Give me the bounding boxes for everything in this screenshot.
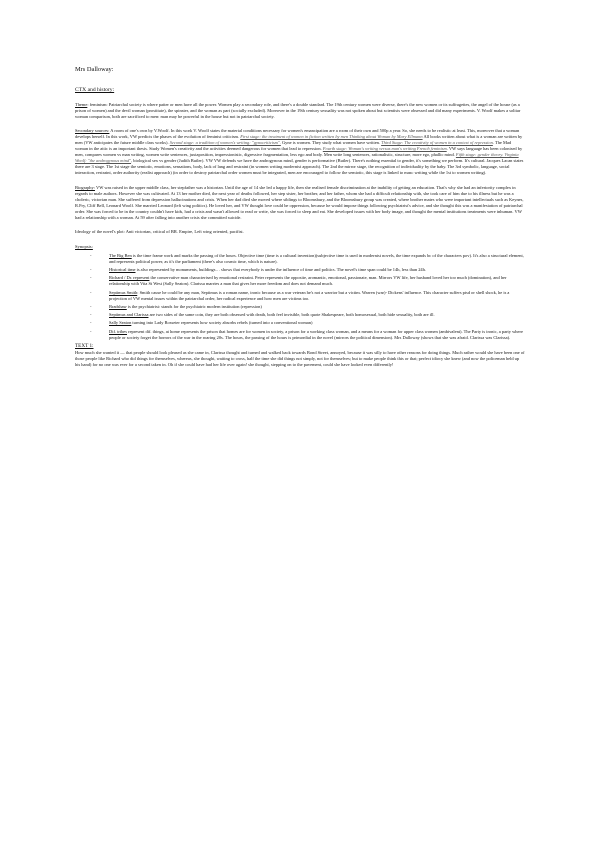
third-stage-link[interactable]: Third Stage: The creativity of women in a context of repression (381, 140, 493, 146)
secondary-text-4: . The Mad woman in the attic is an important thesis. Study Women's creativity and the activities deemed dangerous for women that lead to repression. (75, 140, 512, 152)
text1-heading: TEXT 1: (75, 342, 94, 349)
list-item-label: Septimus and Clarissa (109, 312, 149, 318)
biography-label: Biography: (75, 184, 95, 190)
list-item-text: is also represented by monuments, buildings… shows that everybody is under the influence of time and politics. The novel's time span could be 14h, less than 24h. (135, 267, 426, 273)
list-item-label: Historical time (109, 267, 136, 273)
first-stage-link[interactable]: First stage: the treatment of women in fiction written by men Thinking about Woman by Mary Ellmann (240, 134, 423, 140)
list-item-text: is the psychiatrist: stands for the psychiatric modern institution (repression) (126, 303, 262, 309)
list-item: - The Big Ben is the time frame work and marks the passing of the hours. Objective time (time is a cultural invention)(subjective time is used in modernist novels, the time expands bc of the characters pov). It's also a structural element, and represents political power, as it's the parliament (there's also cosmic time, which is nature). (90, 252, 524, 264)
theme-paragraph (75, 102, 525, 120)
list-item-label: Sally Seaton (109, 320, 132, 326)
secondary-text-6: , biological sex vs gender (Judith Butler). VW VW defends we have the androgynous mind, gender is performative (Butler). There's nothing essential to gender, it's something we perform. It's cultural. Jacques Lacan states there are 3 stage. The 1st stage the semiotic, emotions, sensations, body, lack of lang and restraint (in women writing modernist approach). The 2nd the mirror stage, the recognition of individuality by the baby. The 3rd symbolic, language, social interaction, restraint, order authority (realist approach) (in order to destroy patriarchal order women must be integrated, men are encouraged to follow the semiotic, this stage is linked to masc writing while the 1st to women writing). (75, 158, 524, 176)
fourth-stage-link[interactable]: Fourth stage: Woman's writing versus man's writing French feminism (322, 146, 447, 152)
document-page (75, 66, 525, 368)
document-title: Mrs Dalloway: (75, 66, 114, 73)
ideology-line: Ideology of the novel's plot: Anti victorian, critical of BR. Empire, Left wing oriented, pacifist. (75, 228, 244, 234)
list-item-text: : Smith cause he could be any man, Septimus is a roman name, ironic because as a war veteran he's not a warrior but a victim. Warren (war)- Dickens' influence. This character suffers ptsd or shell shock, he is a projection of VW mental issues within the patriarchal order, her radical experience and how men are victims too. (109, 289, 510, 301)
synopsis-heading: Synopsis: (75, 243, 93, 249)
list-item-text: turning into Lady Rosseter represents how society absorbs rebels (turned into a conventional woman) (131, 320, 313, 326)
list-item: - Septimus Smith: Smith cause he could be any man, Septimus is a roman name, ironic because as a war veteran he's not a warrior but a victim. Warren (war)- Dickens' influence. This character suffers ptsd or shell shock, he is a projection of VW mental issues within the patriarchal order, her radical experience and how men are victims too. (90, 289, 510, 301)
list-item: - Dif. tribes represent dif. things, at home represents the prison that homes are for women in society, a prison for a working class woman, and a means for a woman for upper class women (ambivalent). The Party is ironic, a party where people or society forget the horrors of the war in the roaring 20s. The hours, the passing of the hours is primordial in the novel (mirrors the political dimension). Mrs Dalloway (shows that she was afraid. Clarissa was Clarissa). (90, 328, 523, 340)
fifth-stage-link[interactable]: Fifth stage: gender theory. Virginia Woolf: "the androgynous mind" (75, 152, 519, 164)
list-item-label: The Big Ben (109, 252, 132, 258)
list-item-label: Dif. tribes (109, 328, 127, 334)
biography-text: VW was raised in the upper middle class, her stepfather was a historian. Until the age of 14 she led a happy life, then she realised female discrimination at the inability of getting an education. That's why she had an inferiority complex in regards to male authors. However she was cultivated. At 13 her mother died, the next year of deaths followed, her step sister, her brother, and her father, whom she had a difficult relationship with, she took care of him due to his illness but he was a choleric, victorian man. She suffered from depression hallucinations and crisis. When her dad died she moved where siblings to Bloomsbury, and the Bloomsbury group was created, where brother mates who were important intellectuals such as Keynes, R.Fry, Cliff Bell, Leonard Woolf. She married Leonard (left wing politics). He loved her, and VW thought love could be oppression, because he would impose things following psychiatrist's advice, and she thought this was a manifestation of patriarchal order. She was forced to be in the country couldn't have kids, had a crisis and wasn't allowed to read or write, she was forced to sleep and eat. She developed issues with her body image, and thought the mental institutions treatments were inhuman. VW had a relationship with a woman. At 59 after falling into another crisis she committed suicide. (75, 184, 524, 220)
list-item-label: Bradshaw (109, 303, 127, 309)
secondary-sources-label: Secondary sources: (75, 128, 110, 134)
theme-label: Theme (75, 102, 88, 107)
list-item-label: Septimus Smith (109, 289, 138, 295)
secondary-text-5: . VW says language has been colonised by men, compares women vs man writing, women write sentences, juxtaposition, impressionistic, digressive fragmentation, less ego and body. Men write long sentences, rationalistic, structure, more ego, phallic mind. (75, 146, 523, 158)
list-item-text: is the time frame work and marks the passing of the hours. Objective time (time is a cultural invention)(subjective time is used in modernist novels, the time expands bc of the characters pov). It's also a structural element, and represents political power, as it's the parliament (there's also cosmic time, which is nature). (109, 252, 524, 264)
context-heading: CTX and history: (75, 87, 115, 93)
secondary-sources-paragraph (75, 128, 525, 176)
theme-text: : feminism: Patriarchal society is where patter or men have all the power. Women play a secondary role, and there's a double standard. The 19th century women were diverse, there's the new women or its suffragettes, the angel of the house (as a prison of women) and the devil woman (prostitute), the spinster, and the woman as part (socially excluded). Moreover in the 19th century sexuality was not spoken about but scientists were obsessed and did many experiments. V. Woolf makes a solitar woman comparison, both are sacrificed to men: man may be powerful in the house but not in patriarchal society. (75, 102, 521, 120)
list-item: - Historical time is also represented by monuments, buildings… shows that everybody is under the influence of time and politics. The novel's time span could be 14h, less than 24h. (90, 267, 426, 273)
list-item-text: are two sides of the same coin, they are both obsessed with death, both feel invisible, both quote Shakespeare, both homosexual, both hide sexuality, both are ill. (148, 312, 435, 318)
list-item: - Septimus and Clarissa are two sides of the same coin, they are both obsessed with death, both feel invisible, both quote Shakespeare, both homosexual, both hide sexuality, both are ill. (90, 312, 435, 318)
list-item: - Sally Seaton turning into Lady Rosseter represents how society absorbs rebels (turned into a conventional woman) (90, 320, 313, 326)
text1-paragraph: How much she wanted it — that people should look pleased as she came in, Clarissa thought and turned and walked back towards Bond Street, annoyed, because it was silly to have other reasons for doing things. Much rather would she have been one of those people like Richard who did things for themselves, whereas, she thought, waiting to cross, half the time she did things not simply, not for themselves; but to make people think this or that; perfect idiocy she knew (and now the policeman held up his hand) for no one was ever for a second taken in. Oh if she could have had her life over again! she thought, stepping on to the pavement, could she have looked even differently! (75, 349, 525, 367)
second-stage-link[interactable]: Second stage: a tradition of women's writing: "gynocriticism". (169, 140, 281, 146)
secondary-text-3: Gyne is women. They study what women have written. (280, 140, 382, 146)
list-item: - Richard / Dr. represent the conservative man characterised by emotional restraint. Peter represents the opposite, aromantic, emotional, passionate, man. Mirrors VW life, her husband loved her too much (domination), and her relationship with Vita St West (Sally Seaton). Clarissa marries a man that gives her more freedom and does not demand much. (90, 275, 507, 287)
list-item-text: represent dif. things, at home represents the prison that homes are for women in society, a prison for a working class woman, and a means for a woman for upper class women (ambivalent). The Party is ironic, a party where people or society forget the horrors of the war in the roaring 20s. The hours, the passing of the hours is primordial in the novel (mirrors the political dimension). Mrs Dalloway (shows that she was afraid. Clarissa was Clarissa). (109, 328, 523, 340)
list-item: - Bradshaw is the psychiatrist: stands for the psychiatric modern institution (repression) (90, 303, 262, 309)
synopsis-list (75, 253, 525, 341)
list-item-text: the conservative man characterised by emotional restraint. Peter represents the opposite, aromantic, emotional, passionate, man. Mirrors VW life, her husband loved her too much (domination), and her relationship with Vita St West (Sally Seaton). Clarissa marries a man that gives her more freedom and does not demand much. (109, 275, 507, 287)
biography-paragraph (75, 185, 525, 221)
secondary-text-2: All books written about what is a woman are written by men (VW anticipates the future middle class works). (75, 134, 523, 146)
secondary-text-1: A room of one's own by V.Woolf. In this work V. Woolf states the material conditions necessary for women's emancipation are a room of their own and 500p a year. So, she needs to be realistic at least. This, moreover that a woman develops herself. In this work, VW predicts the phases of the evolution of feminist criticism. (75, 128, 520, 140)
list-item-label: Richard / Dr. represent (109, 275, 150, 281)
